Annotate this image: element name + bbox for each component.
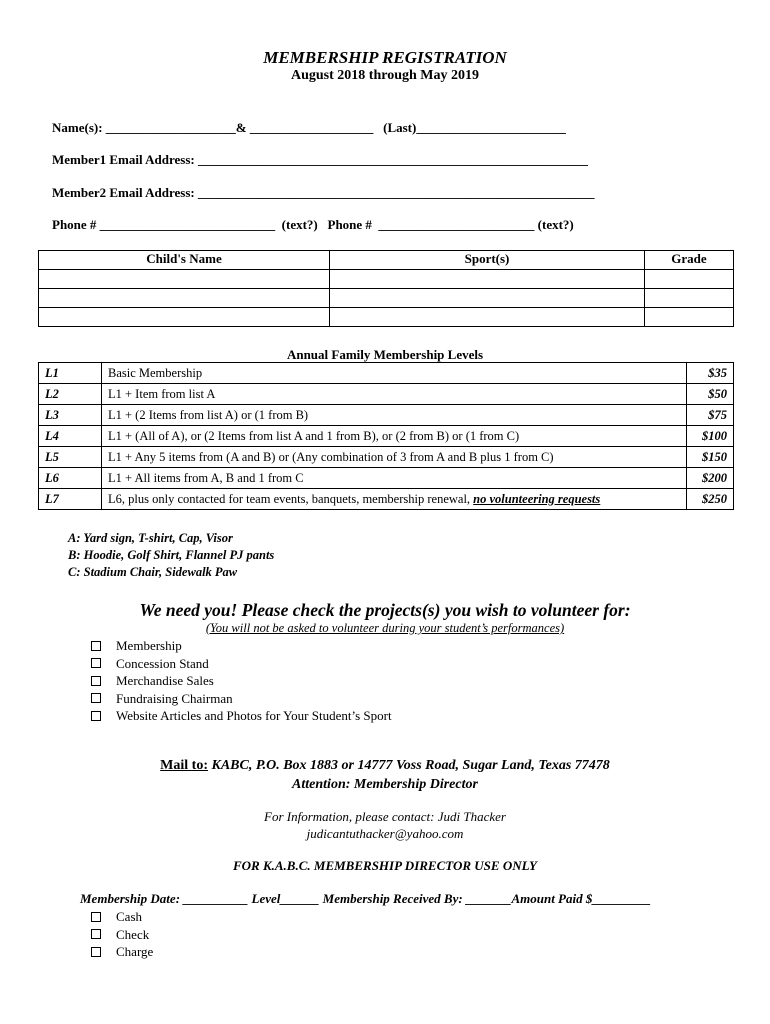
level-price: $100 bbox=[687, 426, 734, 447]
child-name-cell[interactable] bbox=[39, 289, 330, 308]
option-label: Charge bbox=[116, 944, 154, 959]
level-description: Basic Membership bbox=[102, 363, 687, 384]
level-description: L1 + All items from A, B and 1 from C bbox=[102, 468, 687, 489]
level-code: L1 bbox=[39, 363, 102, 384]
option-label: Merchandise Sales bbox=[116, 673, 214, 688]
level-row bbox=[39, 489, 734, 510]
list-item bbox=[88, 908, 153, 926]
level-code: L2 bbox=[39, 384, 102, 405]
names-field[interactable]: Name(s): ____________________& ___________________ (Last)_______________________ bbox=[52, 120, 566, 135]
level-row bbox=[39, 468, 734, 489]
child-table-header bbox=[39, 251, 734, 270]
list-item bbox=[88, 943, 153, 961]
child-name-cell[interactable] bbox=[39, 308, 330, 327]
level-code: L7 bbox=[39, 489, 102, 510]
checkbox[interactable] bbox=[91, 676, 101, 686]
level-code: L3 bbox=[39, 405, 102, 426]
list-a: A: Yard sign, T-shirt, Cap, Visor bbox=[68, 531, 233, 545]
child-name-cell[interactable] bbox=[39, 270, 330, 289]
table-row bbox=[39, 289, 734, 308]
level-row bbox=[39, 426, 734, 447]
list-c: C: Stadium Chair, Sidewalk Paw bbox=[68, 565, 238, 579]
mail-address: KABC, P.O. Box 1883 or 14777 Voss Road, Sugar Land, Texas 77478 bbox=[208, 758, 610, 773]
list-item bbox=[88, 637, 392, 655]
checkbox[interactable] bbox=[91, 693, 101, 703]
level-description: L1 + Any 5 items from (A and B) or (Any combination of 3 from A and B plus 1 from C) bbox=[102, 447, 687, 468]
levels-title: Annual Family Membership Levels bbox=[286, 347, 484, 362]
option-label: Concession Stand bbox=[116, 655, 209, 671]
item-lists bbox=[68, 530, 274, 581]
checkbox[interactable] bbox=[91, 929, 101, 939]
checkbox[interactable] bbox=[91, 711, 101, 721]
levels-table bbox=[38, 362, 734, 510]
mail-attention: Attention: Membership Director bbox=[292, 777, 478, 792]
level-price: $200 bbox=[687, 468, 734, 489]
grade-cell[interactable] bbox=[645, 308, 734, 327]
level-row bbox=[39, 384, 734, 405]
table-row bbox=[39, 308, 734, 327]
volunteer-options bbox=[88, 637, 392, 725]
level-description: L1 + Item from list A bbox=[102, 384, 687, 405]
level-description-text: L6, plus only contacted for team events, banquets, membership renewal, bbox=[108, 491, 474, 506]
level-row bbox=[39, 447, 734, 468]
option-label: Website Articles and Photos for Your Student’s Sport bbox=[116, 708, 392, 723]
level-description: L1 + (All of A), or (2 Items from list A and 1 from B), or (2 from B) or (1 from C) bbox=[102, 426, 687, 447]
list-item bbox=[88, 690, 392, 708]
level-code: L6 bbox=[39, 468, 102, 489]
level-code: L5 bbox=[39, 447, 102, 468]
level-row bbox=[39, 405, 734, 426]
payment-options bbox=[88, 908, 153, 961]
list-b: B: Hoodie, Golf Shirt, Flannel PJ pants bbox=[68, 548, 275, 562]
option-label: Fundraising Chairman bbox=[116, 690, 233, 706]
checkbox[interactable] bbox=[91, 658, 101, 668]
list-item bbox=[88, 672, 392, 690]
member1-email-field[interactable]: Member1 Email Address: ____________________________________________________________ bbox=[52, 152, 588, 167]
option-label: Check bbox=[116, 926, 150, 942]
level-price: $150 bbox=[687, 447, 734, 468]
level-price: $75 bbox=[687, 405, 734, 426]
option-label: Membership bbox=[116, 638, 182, 653]
sport-cell[interactable] bbox=[330, 308, 645, 327]
list-item bbox=[88, 926, 153, 944]
level-price: $250 bbox=[687, 489, 734, 510]
office-use-line[interactable]: Membership Date: __________ Level______ Membership Received By: _______Amount Paid $_________ bbox=[80, 891, 651, 906]
contact-line: For Information, please contact: Judi Thacker bbox=[264, 809, 506, 824]
mail-to bbox=[0, 758, 770, 774]
list-item bbox=[88, 655, 392, 673]
grade-cell[interactable] bbox=[645, 289, 734, 308]
checkbox[interactable] bbox=[91, 947, 101, 957]
phone-field[interactable]: Phone # ___________________________ (text?) Phone # ________________________ (text?) bbox=[52, 217, 574, 232]
col-sports: Sport(s) bbox=[330, 251, 645, 270]
grade-cell[interactable] bbox=[645, 270, 734, 289]
no-volunteering-note: no volunteering requests bbox=[473, 491, 601, 506]
page-title: MEMBERSHIP REGISTRATION bbox=[263, 48, 507, 67]
checkbox[interactable] bbox=[91, 641, 101, 651]
table-row bbox=[39, 270, 734, 289]
col-grade: Grade bbox=[645, 251, 734, 270]
mail-to-label: Mail to: bbox=[160, 758, 208, 773]
contact-email: judicantuthacker@yahoo.com bbox=[306, 826, 464, 841]
child-table bbox=[38, 250, 734, 327]
sport-cell[interactable] bbox=[330, 289, 645, 308]
checkbox[interactable] bbox=[91, 912, 101, 922]
member2-email-field[interactable]: Member2 Email Address: _____________________________________________________________ bbox=[52, 185, 595, 200]
level-row bbox=[39, 363, 734, 384]
sport-cell[interactable] bbox=[330, 270, 645, 289]
volunteer-note: (You will not be asked to volunteer during your student’s performances) bbox=[205, 621, 565, 635]
page-subtitle: August 2018 through May 2019 bbox=[291, 68, 479, 83]
level-description bbox=[102, 489, 687, 510]
office-use-heading: FOR K.A.B.C. MEMBERSHIP DIRECTOR USE ONLY bbox=[232, 858, 537, 873]
option-label: Cash bbox=[116, 909, 142, 924]
level-description: L1 + (2 Items from list A) or (1 from B) bbox=[102, 405, 687, 426]
level-price: $50 bbox=[687, 384, 734, 405]
level-price: $35 bbox=[687, 363, 734, 384]
col-childs-name: Child's Name bbox=[39, 251, 330, 270]
list-item bbox=[88, 707, 392, 725]
level-code: L4 bbox=[39, 426, 102, 447]
volunteer-heading: We need you! Please check the projects(s) you wish to volunteer for: bbox=[139, 600, 631, 620]
